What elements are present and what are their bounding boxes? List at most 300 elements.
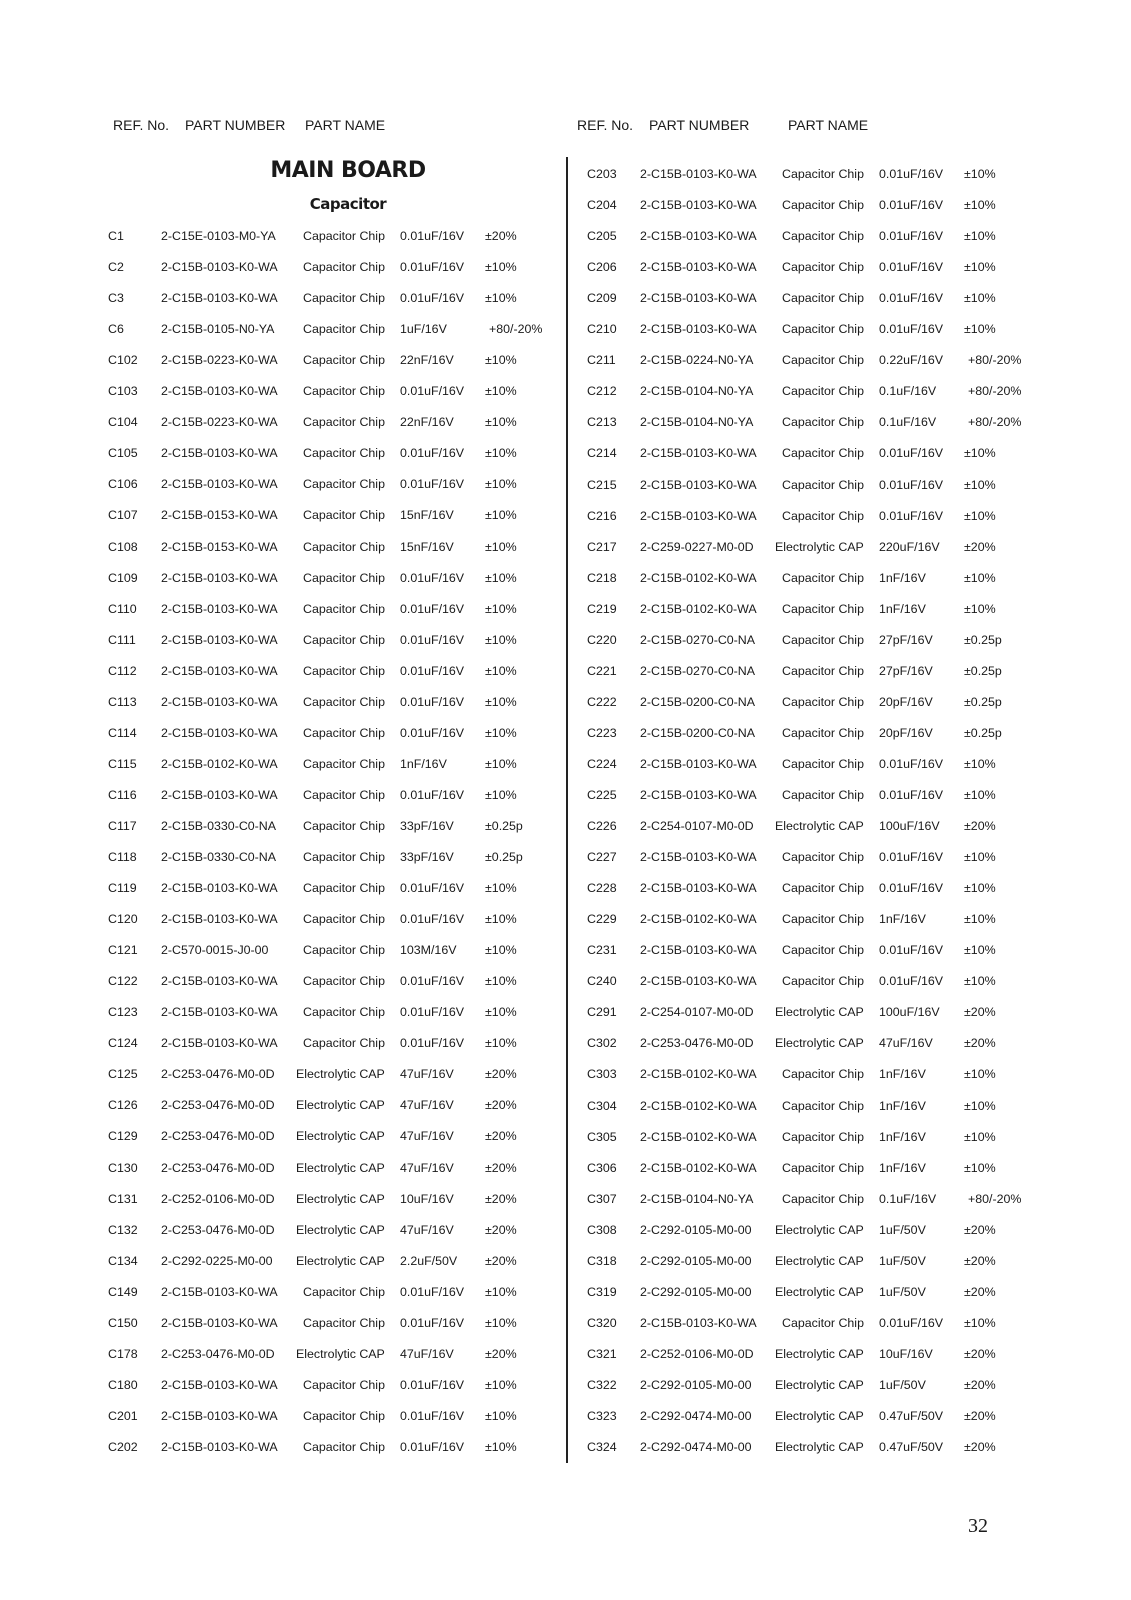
header-part-number-right: PART NUMBER (649, 117, 750, 133)
tolerance: ±20% (964, 1254, 996, 1268)
ref-no: C125 (108, 1067, 138, 1081)
ref-no: C108 (108, 540, 138, 554)
part-number: 2-C15B-0103-K0-WA (640, 322, 757, 336)
tolerance: ±10% (485, 540, 517, 554)
tolerance: ±10% (485, 477, 517, 491)
ref-no: C221 (587, 664, 617, 678)
part-name: Electrolytic CAP (775, 1254, 864, 1268)
capacitance: 1nF/16V (879, 602, 926, 616)
capacitance: 0.1uF/16V (879, 415, 937, 429)
part-name: Capacitor Chip (303, 415, 385, 429)
part-number: 2-C253-0476-M0-0D (161, 1347, 275, 1361)
capacitance: 0.01uF/16V (400, 912, 465, 926)
tolerance: ±20% (485, 1161, 517, 1175)
part-number: 2-C253-0476-M0-0D (161, 1098, 275, 1112)
capacitance: 20pF/16V (879, 695, 933, 709)
ref-no: C110 (108, 602, 137, 616)
capacitance: 0.01uF/16V (400, 229, 465, 243)
part-name: Capacitor Chip (782, 322, 864, 336)
tolerance: ±0.25p (964, 726, 1002, 740)
part-name: Capacitor Chip (303, 1316, 385, 1330)
part-name: Capacitor Chip (782, 850, 864, 864)
part-number: 2-C15B-0200-C0-NA (640, 695, 756, 709)
ref-no: C204 (587, 198, 617, 212)
ref-no: C130 (108, 1161, 138, 1175)
part-name: Capacitor Chip (782, 757, 864, 771)
ref-no: C212 (587, 384, 617, 398)
part-number: 2-C15B-0224-N0-YA (640, 353, 754, 367)
part-number: 2-C15B-0103-K0-WA (640, 788, 757, 802)
ref-no: C223 (587, 726, 617, 740)
capacitance: 47uF/16V (400, 1223, 454, 1237)
part-number: 2-C15B-0103-K0-WA (640, 881, 757, 895)
part-number: 2-C15B-0103-K0-WA (161, 912, 278, 926)
part-number: 2-C570-0015-J0-00 (161, 943, 269, 957)
part-number: 2-C15B-0270-C0-NA (640, 664, 756, 678)
tolerance: ±10% (485, 726, 517, 740)
capacitance: 0.01uF/16V (400, 881, 465, 895)
part-number: 2-C253-0476-M0-0D (161, 1129, 275, 1143)
part-number: 2-C15B-0103-K0-WA (161, 1409, 278, 1423)
part-number: 2-C15B-0200-C0-NA (640, 726, 756, 740)
tolerance: ±10% (964, 850, 996, 864)
ref-no: C215 (587, 478, 617, 492)
ref-no: C224 (587, 757, 617, 771)
capacitance: 0.01uF/16V (879, 974, 944, 988)
capacitance: 0.01uF/16V (879, 291, 944, 305)
tolerance: ±10% (964, 446, 996, 460)
capacitance: 27pF/16V (879, 664, 933, 678)
capacitance: 0.01uF/16V (879, 757, 944, 771)
part-number: 2-C15B-0102-K0-WA (161, 757, 278, 771)
ref-no: C303 (587, 1067, 617, 1081)
capacitance: 0.01uF/16V (400, 260, 465, 274)
part-number: 2-C15B-0103-K0-WA (161, 446, 278, 460)
ref-no: C2 (108, 260, 124, 274)
part-name: Capacitor Chip (303, 322, 385, 336)
tolerance: ±10% (485, 1005, 517, 1019)
ref-no: C231 (587, 943, 617, 957)
ref-no: C150 (108, 1316, 138, 1330)
tolerance: ±10% (964, 260, 996, 274)
part-name: Electrolytic CAP (296, 1067, 385, 1081)
ref-no: C113 (108, 695, 137, 709)
ref-no: C123 (108, 1005, 138, 1019)
part-number: 2-C15B-0103-K0-WA (161, 1378, 278, 1392)
ref-no: C116 (108, 788, 137, 802)
part-name: Electrolytic CAP (775, 540, 864, 554)
ref-no: C228 (587, 881, 617, 895)
part-number: 2-C292-0105-M0-00 (640, 1223, 752, 1237)
part-name: Electrolytic CAP (296, 1223, 385, 1237)
part-name: Capacitor Chip (782, 695, 864, 709)
part-number: 2-C15B-0103-K0-WA (161, 1036, 278, 1050)
part-name: Capacitor Chip (782, 260, 864, 274)
part-number: 2-C15B-0103-K0-WA (640, 974, 757, 988)
part-name: Capacitor Chip (782, 664, 864, 678)
tolerance: ±20% (485, 229, 517, 243)
capacitance: 0.01uF/16V (879, 943, 944, 957)
part-number: 2-C15B-0103-K0-WA (161, 1285, 278, 1299)
tolerance: ±10% (964, 229, 996, 243)
part-name: Capacitor Chip (782, 198, 864, 212)
part-name: Electrolytic CAP (296, 1254, 385, 1268)
tolerance: ±0.25p (485, 819, 523, 833)
capacitance: 0.01uF/16V (879, 478, 944, 492)
part-name: Capacitor Chip (782, 602, 864, 616)
tolerance: ±20% (485, 1223, 517, 1237)
capacitance: 0.01uF/16V (400, 477, 465, 491)
part-number: 2-C15B-0103-K0-WA (161, 788, 278, 802)
part-name: Capacitor Chip (303, 384, 385, 398)
capacitance: 0.1uF/16V (879, 384, 937, 398)
part-number: 2-C15B-0103-K0-WA (161, 571, 278, 585)
ref-no: C305 (587, 1130, 617, 1144)
tolerance: ±10% (964, 788, 996, 802)
part-name: Capacitor Chip (782, 384, 864, 398)
part-name: Capacitor Chip (303, 1036, 385, 1050)
ref-no: C111 (108, 633, 136, 647)
part-name: Capacitor Chip (782, 1067, 864, 1081)
part-name: Capacitor Chip (303, 540, 385, 554)
part-name: Capacitor Chip (303, 353, 385, 367)
part-number: 2-C15B-0103-K0-WA (161, 1005, 278, 1019)
tolerance: ±10% (485, 974, 517, 988)
part-number: 2-C252-0106-M0-0D (161, 1192, 275, 1206)
capacitance: 33pF/16V (400, 850, 454, 864)
part-name: Capacitor Chip (303, 1409, 385, 1423)
part-name: Capacitor Chip (303, 1285, 385, 1299)
capacitance: 15nF/16V (400, 540, 454, 554)
tolerance: ±10% (485, 1378, 517, 1392)
part-number: 2-C15B-0153-K0-WA (161, 508, 278, 522)
tolerance: ±20% (964, 1440, 996, 1454)
part-name: Capacitor Chip (303, 943, 385, 957)
part-name: Electrolytic CAP (296, 1161, 385, 1175)
part-number: 2-C15B-0105-N0-YA (161, 322, 275, 336)
ref-no: C321 (587, 1347, 617, 1361)
part-name: Capacitor Chip (782, 571, 864, 585)
part-name: Electrolytic CAP (775, 1440, 864, 1454)
part-name: Electrolytic CAP (775, 1005, 864, 1019)
capacitance: 0.01uF/16V (400, 664, 465, 678)
part-name: Capacitor Chip (782, 415, 864, 429)
tolerance: ±10% (964, 1099, 996, 1113)
part-number: 2-C292-0105-M0-00 (640, 1285, 752, 1299)
capacitance: 0.01uF/16V (400, 291, 465, 305)
tolerance: ±20% (485, 1067, 517, 1081)
tolerance: ±20% (964, 819, 996, 833)
ref-no: C211 (587, 353, 616, 367)
part-number: 2-C15B-0223-K0-WA (161, 415, 278, 429)
capacitance: 0.01uF/16V (400, 446, 465, 460)
ref-no: C213 (587, 415, 617, 429)
tolerance: ±10% (485, 1316, 517, 1330)
ref-no: C322 (587, 1378, 617, 1392)
part-number: 2-C15B-0103-K0-WA (161, 1440, 278, 1454)
ref-no: C118 (108, 850, 137, 864)
part-name: Capacitor Chip (303, 571, 385, 585)
tolerance: ±10% (485, 881, 517, 895)
part-number: 2-C15B-0102-K0-WA (640, 1067, 757, 1081)
capacitance: 47uF/16V (400, 1098, 454, 1112)
ref-no: C216 (587, 509, 617, 523)
part-number: 2-C292-0474-M0-00 (640, 1409, 752, 1423)
part-name: Capacitor Chip (782, 974, 864, 988)
part-number: 2-C15B-0102-K0-WA (640, 1161, 757, 1175)
tolerance: ±10% (485, 1036, 517, 1050)
ref-no: C206 (587, 260, 617, 274)
ref-no: C129 (108, 1129, 138, 1143)
tolerance: ±10% (964, 1067, 996, 1081)
capacitance: 0.1uF/16V (879, 1192, 937, 1206)
ref-no: C122 (108, 974, 138, 988)
capacitance: 2.2uF/50V (400, 1254, 458, 1268)
capacitance: 0.01uF/16V (879, 322, 944, 336)
ref-no: C225 (587, 788, 617, 802)
part-number: 2-C15B-0153-K0-WA (161, 540, 278, 554)
capacitance: 0.01uF/16V (879, 509, 944, 523)
part-name: Capacitor Chip (303, 757, 385, 771)
ref-no: C103 (108, 384, 138, 398)
capacitance: 0.47uF/50V (879, 1409, 944, 1423)
capacitance: 1uF/50V (879, 1285, 926, 1299)
part-name: Capacitor Chip (782, 726, 864, 740)
part-number: 2-C253-0476-M0-0D (161, 1067, 275, 1081)
capacitance: 0.01uF/16V (879, 881, 944, 895)
ref-no: C222 (587, 695, 617, 709)
part-name: Capacitor Chip (782, 881, 864, 895)
capacitance: 220uF/16V (879, 540, 940, 554)
ref-no: C227 (587, 850, 617, 864)
tolerance: ±20% (485, 1192, 517, 1206)
part-name: Electrolytic CAP (775, 1409, 864, 1423)
part-number: 2-C15B-0103-K0-WA (640, 1316, 757, 1330)
ref-no: C318 (587, 1254, 617, 1268)
capacitance: 1nF/16V (879, 1161, 926, 1175)
ref-no: C319 (587, 1285, 617, 1299)
part-name: Capacitor Chip (782, 633, 864, 647)
tolerance: ±10% (964, 757, 996, 771)
ref-no: C117 (108, 819, 137, 833)
ref-no: C102 (108, 353, 138, 367)
tolerance: ±0.25p (964, 695, 1002, 709)
part-number: 2-C292-0225-M0-00 (161, 1254, 273, 1268)
part-number: 2-C15B-0103-K0-WA (161, 1316, 278, 1330)
tolerance: ±10% (485, 260, 517, 274)
ref-no: C114 (108, 726, 137, 740)
ref-no: C104 (108, 415, 138, 429)
tolerance: ±10% (485, 508, 517, 522)
tolerance: ±10% (485, 943, 517, 957)
capacitance: 1nF/16V (879, 1130, 926, 1144)
part-name: Electrolytic CAP (775, 1285, 864, 1299)
capacitance: 0.01uF/16V (400, 1005, 465, 1019)
tolerance: ±10% (485, 633, 517, 647)
tolerance: ±10% (964, 478, 996, 492)
tolerance: ±10% (485, 788, 517, 802)
tolerance: ±10% (485, 664, 517, 678)
part-name: Capacitor Chip (782, 446, 864, 460)
capacitance: 0.01uF/16V (879, 1316, 944, 1330)
capacitance: 0.01uF/16V (400, 602, 465, 616)
tolerance: ±0.25p (964, 633, 1002, 647)
tolerance: +80/-20% (968, 1192, 1022, 1206)
tolerance: +80/-20% (968, 415, 1022, 429)
part-name: Capacitor Chip (303, 229, 385, 243)
capacitance: 100uF/16V (879, 819, 940, 833)
tolerance: ±10% (964, 1161, 996, 1175)
ref-no: C205 (587, 229, 617, 243)
part-name: Capacitor Chip (782, 291, 864, 305)
part-name: Capacitor Chip (303, 695, 385, 709)
part-name: Capacitor Chip (782, 943, 864, 957)
part-name: Capacitor Chip (782, 912, 864, 926)
part-number: 2-C15B-0103-K0-WA (161, 602, 278, 616)
capacitance: 47uF/16V (400, 1347, 454, 1361)
ref-no: C107 (108, 508, 138, 522)
tolerance: ±10% (964, 943, 996, 957)
part-name: Electrolytic CAP (296, 1192, 385, 1206)
ref-no: C202 (108, 1440, 138, 1454)
part-name: Capacitor Chip (782, 1130, 864, 1144)
part-number: 2-C254-0107-M0-0D (640, 819, 754, 833)
part-number: 2-C259-0227-M0-0D (640, 540, 754, 554)
part-number: 2-C15B-0103-K0-WA (640, 260, 757, 274)
tolerance: ±10% (485, 571, 517, 585)
capacitance: 47uF/16V (879, 1036, 933, 1050)
ref-no: C203 (587, 167, 617, 181)
header-ref-right: REF. No. (577, 117, 634, 133)
part-name: Capacitor Chip (782, 229, 864, 243)
part-number: 2-C15E-0103-M0-YA (161, 229, 276, 243)
part-number: 2-C15B-0103-K0-WA (640, 943, 757, 957)
part-number: 2-C15B-0102-K0-WA (640, 912, 757, 926)
capacitance: 47uF/16V (400, 1067, 454, 1081)
ref-no: C105 (108, 446, 138, 460)
capacitance: 0.01uF/16V (879, 198, 944, 212)
part-number: 2-C15B-0102-K0-WA (640, 571, 757, 585)
ref-no: C126 (108, 1098, 138, 1112)
part-number: 2-C253-0476-M0-0D (640, 1036, 754, 1050)
capacitance: 0.01uF/16V (400, 1409, 465, 1423)
tolerance: ±10% (485, 446, 517, 460)
ref-no: C112 (108, 664, 137, 678)
part-number: 2-C15B-0330-C0-NA (161, 819, 277, 833)
tolerance: ±20% (964, 1285, 996, 1299)
part-number: 2-C15B-0223-K0-WA (161, 353, 278, 367)
ref-no: C214 (587, 446, 617, 460)
capacitance: 0.47uF/50V (879, 1440, 944, 1454)
ref-no: C124 (108, 1036, 138, 1050)
part-name: Capacitor Chip (303, 446, 385, 460)
part-name: Electrolytic CAP (775, 819, 864, 833)
ref-no: C115 (108, 757, 137, 771)
tolerance: ±10% (485, 695, 517, 709)
part-name: Capacitor Chip (303, 1378, 385, 1392)
header-part-name-right: PART NAME (788, 117, 869, 133)
part-name: Capacitor Chip (782, 1099, 864, 1113)
part-number: 2-C15B-0104-N0-YA (640, 384, 754, 398)
part-number: 2-C15B-0330-C0-NA (161, 850, 277, 864)
capacitance: 0.01uF/16V (400, 1316, 465, 1330)
ref-no: C217 (587, 540, 617, 554)
part-number: 2-C15B-0102-K0-WA (640, 1130, 757, 1144)
part-name: Electrolytic CAP (775, 1036, 864, 1050)
ref-no: C109 (108, 571, 138, 585)
part-name: Capacitor Chip (303, 726, 385, 740)
ref-no: C226 (587, 819, 617, 833)
capacitance: 33pF/16V (400, 819, 454, 833)
ref-no: C1 (108, 229, 124, 243)
capacitance: 1nF/16V (879, 1099, 926, 1113)
ref-no: C219 (587, 602, 617, 616)
tolerance: ±10% (485, 384, 517, 398)
capacitance: 0.01uF/16V (400, 1440, 465, 1454)
capacitance: 1nF/16V (879, 912, 926, 926)
part-number: 2-C15B-0103-K0-WA (161, 477, 278, 491)
tolerance: ±10% (485, 1440, 517, 1454)
part-name: Capacitor Chip (782, 1192, 864, 1206)
part-number: 2-C252-0106-M0-0D (640, 1347, 754, 1361)
part-number: 2-C15B-0103-K0-WA (161, 881, 278, 895)
part-name: Capacitor Chip (303, 881, 385, 895)
capacitance: 0.01uF/16V (400, 726, 465, 740)
capacitance: 0.01uF/16V (400, 695, 465, 709)
capacitance: 0.01uF/16V (400, 571, 465, 585)
part-number: 2-C15B-0103-K0-WA (640, 509, 757, 523)
part-name: Capacitor Chip (303, 291, 385, 305)
ref-no: C106 (108, 477, 138, 491)
part-name: Capacitor Chip (782, 478, 864, 492)
capacitance: 0.01uF/16V (879, 788, 944, 802)
part-number: 2-C292-0105-M0-00 (640, 1378, 752, 1392)
tolerance: ±20% (485, 1098, 517, 1112)
part-number: 2-C15B-0104-N0-YA (640, 415, 754, 429)
tolerance: ±0.25p (964, 664, 1002, 678)
tolerance: ±10% (964, 912, 996, 926)
part-number: 2-C292-0474-M0-00 (640, 1440, 752, 1454)
part-name: Capacitor Chip (303, 1440, 385, 1454)
tolerance: ±10% (964, 509, 996, 523)
capacitance: 22nF/16V (400, 415, 454, 429)
header-part-name-left: PART NAME (305, 117, 386, 133)
part-name: Capacitor Chip (782, 788, 864, 802)
capacitance: 0.22uF/16V (879, 353, 944, 367)
ref-no: C323 (587, 1409, 617, 1423)
part-number: 2-C254-0107-M0-0D (640, 1005, 754, 1019)
tolerance: ±10% (485, 602, 517, 616)
part-name: Capacitor Chip (303, 477, 385, 491)
part-name: Capacitor Chip (303, 850, 385, 864)
section-subtitle: Capacitor (309, 195, 387, 213)
tolerance: ±10% (964, 571, 996, 585)
capacitance: 0.01uF/16V (879, 167, 944, 181)
part-number: 2-C15B-0104-N0-YA (640, 1192, 754, 1206)
part-name: Capacitor Chip (303, 260, 385, 274)
capacitance: 1uF/16V (400, 322, 447, 336)
part-number: 2-C15B-0103-K0-WA (640, 757, 757, 771)
ref-no: C308 (587, 1223, 617, 1237)
header-part-number-left: PART NUMBER (185, 117, 286, 133)
part-name: Capacitor Chip (782, 1316, 864, 1330)
ref-no: C120 (108, 912, 138, 926)
tolerance: ±10% (964, 881, 996, 895)
tolerance: ±10% (485, 1409, 517, 1423)
part-name: Capacitor Chip (782, 509, 864, 523)
tolerance: ±10% (964, 198, 996, 212)
capacitance: 15nF/16V (400, 508, 454, 522)
